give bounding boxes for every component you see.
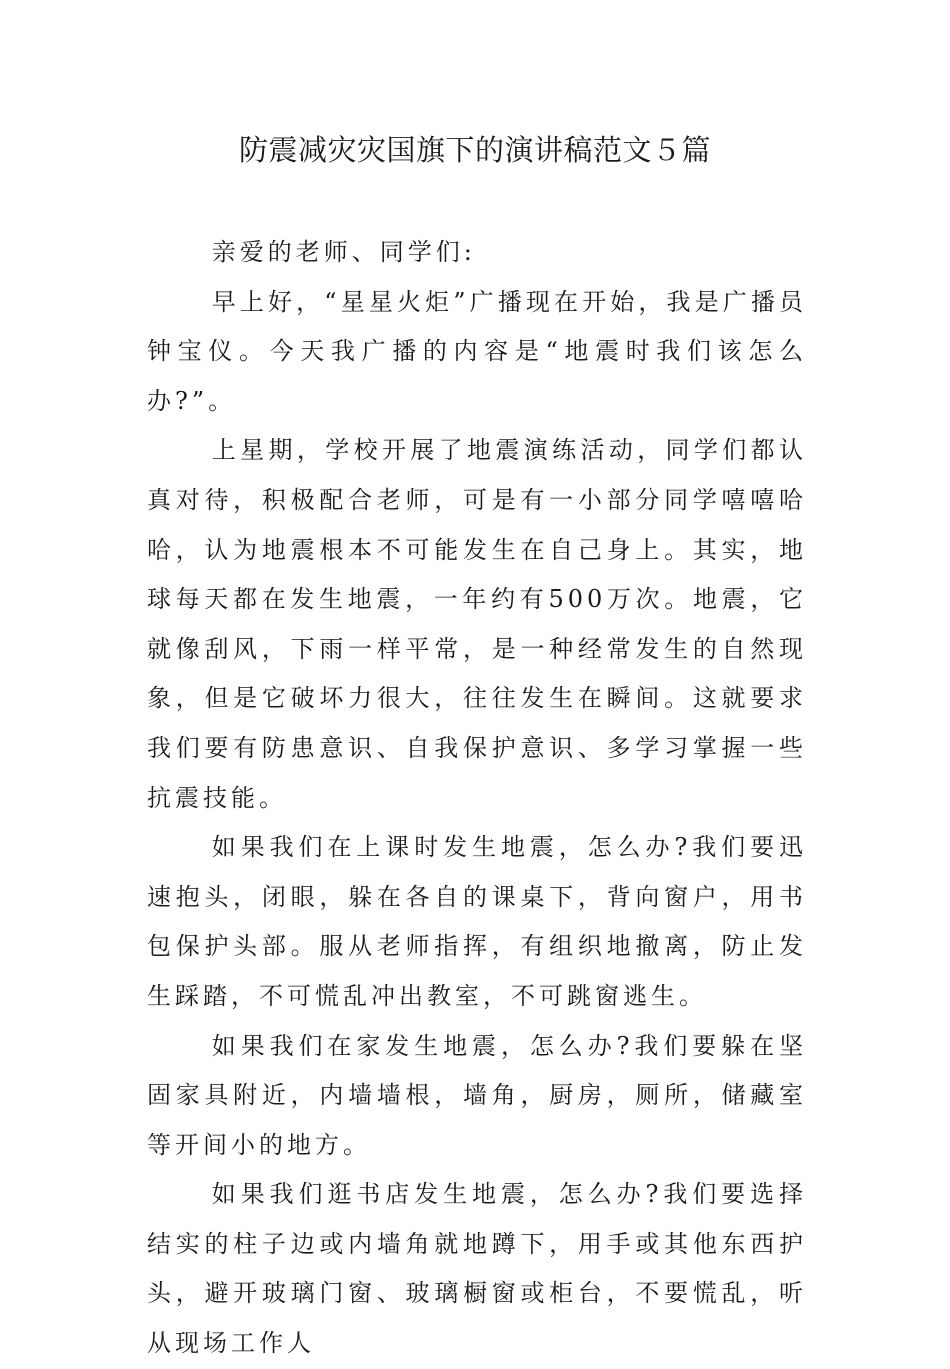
paragraph-in-class: 如果我们在上课时发生地震，怎么办?我们要迅速抱头，闭眼，躲在各自的课桌下，背向窗户，用书包保护头部。服从老师指挥，有组织地撤离，防止发生踩踏，不可慌乱冲出教室，不可跳窗逃生。 (147, 833, 807, 1010)
document-body (147, 228, 807, 1369)
paragraph-earthquake-drill: 上星期，学校开展了地震演练活动，同学们都认真对待，积极配合老师，可是有一小部分同学嘻嘻哈哈，认为地震根本不可能发生在自己身上。其实，地球每天都在发生地震，一年约有500万次。地震，它就像刮风，下雨一样平常，是一种经常发生的自然现象，但是它破坏力很大，往往发生在瞬间。这就要求我们要有防患意识、自我保护意识、多学习掌握一些抗震技能。 (147, 436, 807, 812)
paragraph-bookstore: 如果我们逛书店发生地震，怎么办?我们要选择结实的柱子边或内墙角就地蹲下，用手或其他东西护头，避开玻璃门窗、玻璃橱窗或柜台，不要慌乱，听从现场工作人 (147, 1180, 807, 1358)
paragraph-opening: 早上好，“星星火炬”广播现在开始，我是广播员钟宝仪。今天我广播的内容是“地震时我们该怎么办?”。 (147, 287, 807, 415)
paragraph-greeting: 亲爱的老师、同学们: (211, 238, 476, 266)
document-title: 防震减灾灾国旗下的演讲稿范文５篇 (238, 133, 711, 167)
paragraph-at-home: 如果我们在家发生地震，怎么办?我们要躲在坚固家具附近，内墙墙根，墙角，厨房，厕所，储藏室等开间小的地方。 (147, 1031, 807, 1159)
